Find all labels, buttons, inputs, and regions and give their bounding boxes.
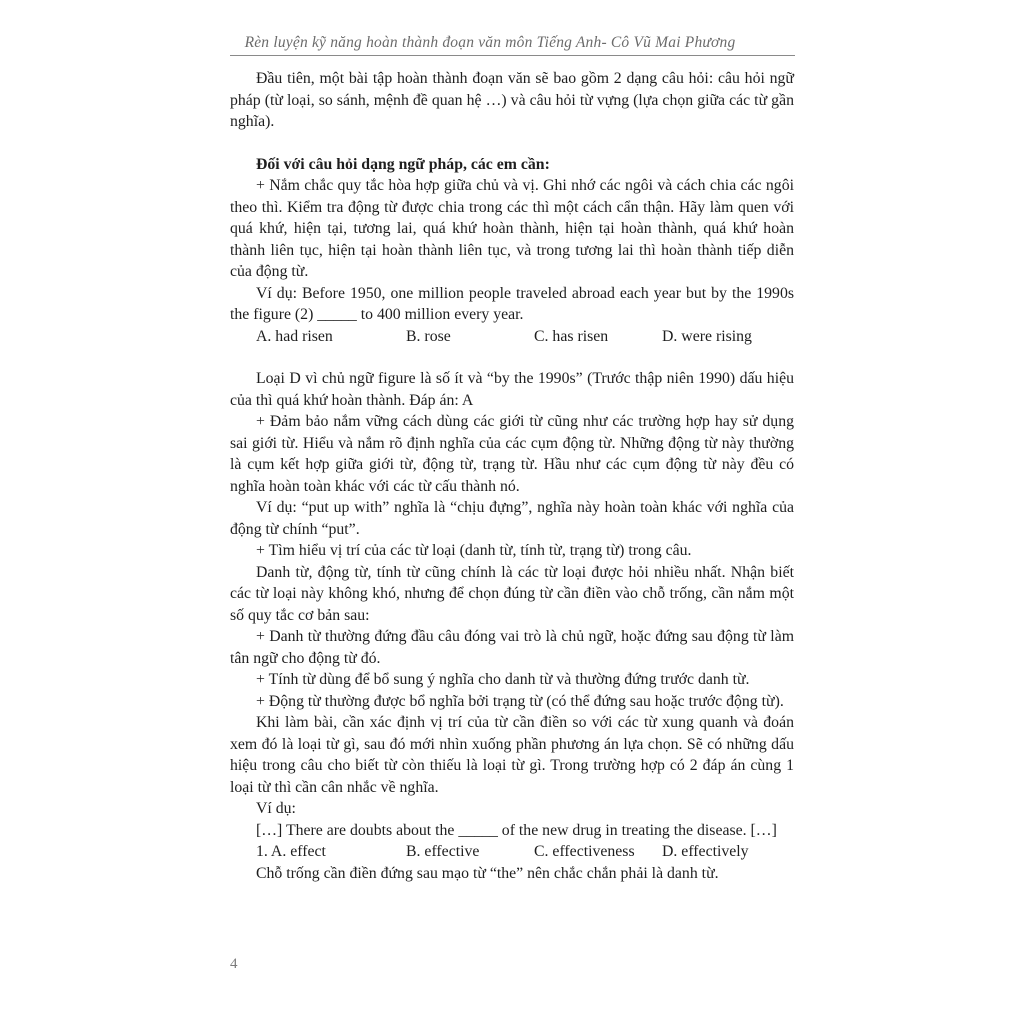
options-row-1 — [230, 326, 794, 348]
options-row-2 — [230, 841, 794, 863]
page-body — [230, 68, 794, 884]
option-b: B. effective — [406, 843, 480, 860]
page-number: 4 — [230, 956, 238, 972]
bullet-word-position: + Tìm hiểu vị trí của các từ loại (danh từ, tính từ, trạng từ) trong câu. — [256, 542, 692, 559]
option-c: C. has risen — [534, 327, 609, 345]
rule-noun: + Danh từ thường đứng đầu câu đóng vai trò là chủ ngữ, hoặc đứng sau động từ làm tân ngữ cho động từ đó. — [230, 628, 794, 667]
example-3: […] There are doubts about the _____ of the new drug in treating the disease. […] — [256, 821, 777, 839]
example-2: Ví dụ: “put up with” nghĩa là “chịu đựng”, nghĩa này hoàn toàn khác với nghĩa của động từ chính “put”. — [230, 499, 794, 538]
running-header: Rèn luyện kỹ năng hoàn thành đoạn văn môn Tiếng Anh- Cô Vũ Mai Phương — [244, 34, 736, 51]
intro-paragraph: Đầu tiên, một bài tập hoàn thành đoạn văn sẽ bao gồm 2 dạng câu hỏi: câu hỏi ngữ pháp (từ loại, so sánh, mệnh đề quan hệ …) và câu hỏi từ vựng (lựa chọn giữa các từ gần nghĩa). — [230, 70, 794, 130]
spacer — [230, 347, 794, 368]
option-d: D. were rising — [662, 327, 752, 345]
option-a: A. had risen — [256, 327, 333, 345]
header-rule — [230, 55, 795, 56]
option-c: C. effectiveness — [534, 843, 635, 860]
option-a: 1. A. effect — [256, 843, 326, 860]
rule-verb: + Động từ thường được bổ nghĩa bởi trạng từ (có thể đứng sau hoặc trước động từ). — [256, 692, 784, 710]
section-heading: Đối với câu hỏi dạng ngữ pháp, các em cần: — [256, 155, 550, 173]
spacer — [230, 133, 794, 154]
explanation-1: Loại D vì chủ ngữ figure là số ít và “by the 1990s” (Trước thập niên 1990) dấu hiệu của thì quá khứ hoàn thành. Đáp án: A — [230, 370, 794, 409]
option-b: B. rose — [406, 327, 451, 345]
conclusion: Chỗ trống cần điền đứng sau mạo từ “the” nên chắc chắn phải là danh từ. — [256, 864, 719, 882]
bullet-prepositions: + Đảm bảo nắm vững cách dùng các giới từ cũng như các trường hợp hay sử dụng sai giới từ. Hiểu và nắm rõ định nghĩa của các cụm động từ. Những động từ này thường là cụm kết hợp giữa giới từ, động từ, trạng từ. Hầu như các cụm động từ này đều có nghĩa hoàn toàn khác với các từ cấu thành nó. — [230, 413, 794, 495]
method-paragraph: Khi làm bài, cần xác định vị trí của từ cần điền so với các từ xung quanh và đoán xem đó là loại từ gì, sau đó mới nhìn xuống phần phương án lựa chọn. Sẽ có những dấu hiệu trong câu cho biết từ còn thiếu là loại từ gì. Trong trường hợp có 2 đáp án cùng 1 loại từ thì cần cân nhắc về nghĩa. — [230, 714, 794, 796]
example-1: Ví dụ: Before 1950, one million people traveled abroad each year but by the 1990s the figure (2) _____ to 400 million every year. — [230, 284, 794, 323]
example-3-label: Ví dụ: — [256, 800, 296, 817]
option-d: D. effectively — [662, 843, 749, 860]
bullet-subject-verb: + Nắm chắc quy tắc hòa hợp giữa chủ và vị. Ghi nhớ các ngôi và cách chia các ngôi theo thì. Kiểm tra động từ được chia trong các thì một cách cẩn thận. Hãy làm quen với quá khứ, hiện tại, tương lai, quá khứ hoàn thành, hiện tại hoàn thành, quá khứ hoàn thành liên tục, hiện tại hoàn thành liên tục, và trong tương lai thì hoàn thành tiếp diễn của động từ. — [230, 177, 794, 280]
word-types-paragraph: Danh từ, động từ, tính từ cũng chính là các từ loại được hỏi nhiều nhất. Nhận biết các từ loại này không khó, nhưng để chọn đúng từ cần điền vào chỗ trống, cần nắm một số quy tắc cơ bản sau: — [230, 563, 794, 624]
rule-adjective: + Tính từ dùng để bổ sung ý nghĩa cho danh từ và thường đứng trước danh từ. — [256, 671, 750, 688]
